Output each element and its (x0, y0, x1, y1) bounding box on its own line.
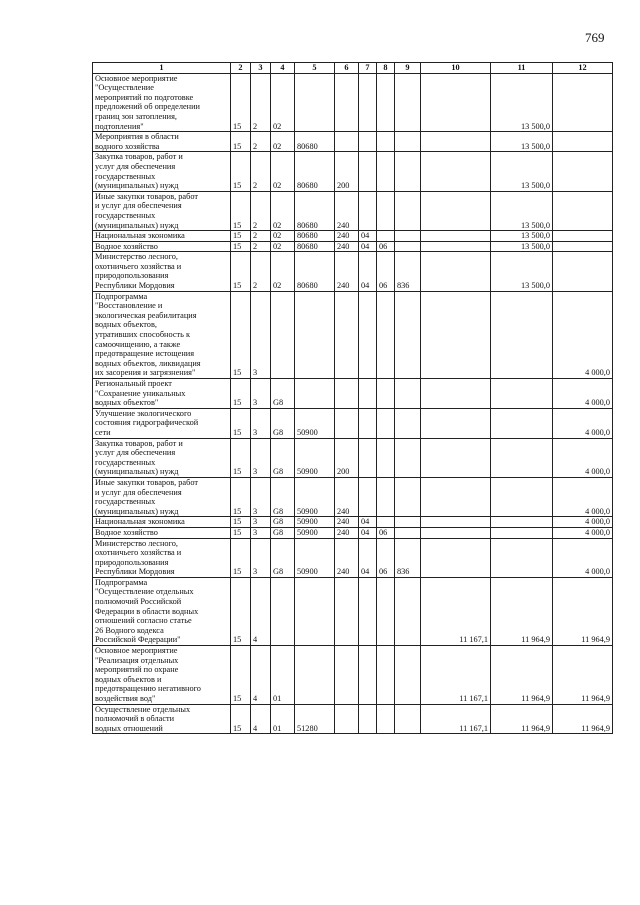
column-header: 1 (93, 63, 231, 74)
code-cell (359, 577, 377, 645)
column-header: 8 (377, 63, 395, 74)
code-cell: 2 (251, 191, 271, 230)
amount-cell: 11 964,9 (553, 577, 613, 645)
amount-cell (491, 517, 553, 528)
code-cell: 01 (271, 704, 295, 734)
row-name-cell: Подпрограмма "Осуществление отдельных полномочий Российской Федерации в области водных отношений согласно статье 26 Водного кодекса Российской Федерации" (93, 577, 231, 645)
amount-cell (553, 231, 613, 242)
code-cell: 4 (251, 646, 271, 705)
amount-cell: 11 167,1 (421, 704, 491, 734)
amount-cell: 13 500,0 (491, 152, 553, 191)
code-cell: 240 (335, 527, 359, 538)
row-name-cell: Иные закупки товаров, работ и услуг для обеспечения государственных (муниципальных) нужд (93, 191, 231, 230)
header-row (93, 63, 613, 74)
amount-cell (491, 538, 553, 577)
amount-cell: 4 000,0 (553, 291, 613, 378)
code-cell: 4 (251, 704, 271, 734)
code-cell: 2 (251, 252, 271, 291)
amount-cell (421, 152, 491, 191)
table-row (93, 132, 613, 152)
code-cell: 15 (231, 438, 251, 477)
code-cell: 3 (251, 438, 271, 477)
code-cell: G8 (271, 477, 295, 516)
code-cell (295, 379, 335, 409)
code-cell: 15 (231, 379, 251, 409)
table-row (93, 704, 613, 734)
amount-cell (421, 408, 491, 438)
code-cell: 04 (359, 231, 377, 242)
code-cell: 15 (231, 517, 251, 528)
amount-cell: 4 000,0 (553, 477, 613, 516)
amount-cell (553, 73, 613, 132)
code-cell (395, 438, 421, 477)
code-cell (271, 291, 295, 378)
code-cell (395, 527, 421, 538)
column-header: 10 (421, 63, 491, 74)
code-cell (335, 646, 359, 705)
amount-cell (421, 538, 491, 577)
amount-cell (491, 291, 553, 378)
amount-cell (491, 527, 553, 538)
amount-cell (421, 73, 491, 132)
amount-cell (421, 477, 491, 516)
amount-cell (421, 527, 491, 538)
code-cell: 04 (359, 252, 377, 291)
code-cell (271, 577, 295, 645)
row-name-cell: Национальная экономика (93, 231, 231, 242)
code-cell (335, 704, 359, 734)
code-cell (295, 73, 335, 132)
code-cell: G8 (271, 408, 295, 438)
table-row (93, 191, 613, 230)
code-cell: 4 (251, 577, 271, 645)
amount-cell: 13 500,0 (491, 191, 553, 230)
code-cell (359, 152, 377, 191)
amount-cell (421, 252, 491, 291)
amount-cell (421, 517, 491, 528)
amount-cell: 13 500,0 (491, 241, 553, 252)
code-cell: 50900 (295, 477, 335, 516)
code-cell: 15 (231, 477, 251, 516)
code-cell: 50900 (295, 517, 335, 528)
code-cell: 80680 (295, 241, 335, 252)
row-name-cell: Закупка товаров, работ и услуг для обеспечения государственных (муниципальных) нужд (93, 438, 231, 477)
code-cell: 50900 (295, 527, 335, 538)
code-cell (377, 646, 395, 705)
code-cell: 240 (335, 477, 359, 516)
code-cell: 06 (377, 538, 395, 577)
column-header: 2 (231, 63, 251, 74)
code-cell (377, 517, 395, 528)
column-header: 4 (271, 63, 295, 74)
row-name-cell: Региональный проект "Сохранение уникальных водных объектов" (93, 379, 231, 409)
code-cell (377, 379, 395, 409)
code-cell: 15 (231, 73, 251, 132)
code-cell (395, 241, 421, 252)
code-cell: 80680 (295, 252, 335, 291)
code-cell (359, 73, 377, 132)
code-cell (377, 132, 395, 152)
code-cell: 2 (251, 152, 271, 191)
code-cell: 06 (377, 241, 395, 252)
code-cell: 15 (231, 527, 251, 538)
code-cell: 02 (271, 241, 295, 252)
code-cell: 3 (251, 477, 271, 516)
code-cell: 2 (251, 241, 271, 252)
amount-cell (421, 132, 491, 152)
column-header: 5 (295, 63, 335, 74)
code-cell: 2 (251, 132, 271, 152)
table-row (93, 527, 613, 538)
column-header: 12 (553, 63, 613, 74)
row-name-cell: Закупка товаров, работ и услуг для обеспечения государственных (муниципальных) нужд (93, 152, 231, 191)
amount-cell (421, 241, 491, 252)
code-cell: G8 (271, 379, 295, 409)
table-row (93, 438, 613, 477)
amount-cell (491, 438, 553, 477)
code-cell (295, 291, 335, 378)
code-cell: 06 (377, 527, 395, 538)
amount-cell (553, 252, 613, 291)
table-row (93, 73, 613, 132)
row-name-cell: Мероприятия в области водного хозяйства (93, 132, 231, 152)
amount-cell (491, 477, 553, 516)
code-cell (377, 438, 395, 477)
code-cell (395, 704, 421, 734)
amount-cell: 4 000,0 (553, 379, 613, 409)
code-cell (395, 231, 421, 242)
code-cell (335, 408, 359, 438)
code-cell: G8 (271, 438, 295, 477)
code-cell: 04 (359, 241, 377, 252)
row-name-cell: Министерство лесного, охотничьего хозяйства и природопользования Республики Мордовия (93, 252, 231, 291)
code-cell (395, 577, 421, 645)
code-cell: 80680 (295, 152, 335, 191)
amount-cell (421, 291, 491, 378)
code-cell: 15 (231, 408, 251, 438)
code-cell: 50900 (295, 538, 335, 577)
code-cell: 15 (231, 191, 251, 230)
code-cell: 240 (335, 538, 359, 577)
amount-cell: 13 500,0 (491, 231, 553, 242)
column-header: 11 (491, 63, 553, 74)
amount-cell: 11 964,9 (491, 704, 553, 734)
table-row (93, 408, 613, 438)
code-cell: 200 (335, 152, 359, 191)
column-header: 3 (251, 63, 271, 74)
code-cell (395, 646, 421, 705)
amount-cell: 13 500,0 (491, 252, 553, 291)
code-cell (377, 152, 395, 191)
table-row (93, 231, 613, 242)
code-cell: 01 (271, 646, 295, 705)
row-name-cell: Основное мероприятие "Осуществление мероприятий по подготовке предложений об определении границ зон затопления, подтопления" (93, 73, 231, 132)
code-cell (377, 704, 395, 734)
table-row (93, 538, 613, 577)
budget-table (92, 62, 613, 734)
column-header: 7 (359, 63, 377, 74)
code-cell: 80680 (295, 191, 335, 230)
code-cell: 15 (231, 538, 251, 577)
code-cell (359, 379, 377, 409)
code-cell (295, 577, 335, 645)
amount-cell (491, 379, 553, 409)
code-cell (359, 291, 377, 378)
amount-cell: 4 000,0 (553, 438, 613, 477)
code-cell: 15 (231, 252, 251, 291)
code-cell: 836 (395, 538, 421, 577)
table-row (93, 379, 613, 409)
row-name-cell: Улучшение экологического состояния гидрографической сети (93, 408, 231, 438)
code-cell: 240 (335, 517, 359, 528)
code-cell (335, 73, 359, 132)
code-cell: 51280 (295, 704, 335, 734)
code-cell: 15 (231, 704, 251, 734)
amount-cell: 4 000,0 (553, 517, 613, 528)
code-cell: 80680 (295, 132, 335, 152)
row-name-cell: Основное мероприятие "Реализация отдельных мероприятий по охране водных объектов и предотвращению негативного воздействия вод" (93, 646, 231, 705)
code-cell (359, 408, 377, 438)
row-name-cell: Национальная экономика (93, 517, 231, 528)
code-cell: 06 (377, 252, 395, 291)
amount-cell: 11 964,9 (553, 704, 613, 734)
code-cell (395, 191, 421, 230)
code-cell: 3 (251, 291, 271, 378)
row-name-cell: Водное хозяйство (93, 527, 231, 538)
table-row (93, 646, 613, 705)
code-cell: G8 (271, 538, 295, 577)
code-cell (377, 231, 395, 242)
amount-cell: 4 000,0 (553, 408, 613, 438)
amount-cell: 11 964,9 (491, 577, 553, 645)
code-cell (377, 408, 395, 438)
code-cell: 02 (271, 191, 295, 230)
page-number: 769 (585, 30, 605, 45)
code-cell: 240 (335, 252, 359, 291)
row-name-cell: Иные закупки товаров, работ и услуг для обеспечения государственных (муниципальных) нужд (93, 477, 231, 516)
code-cell (395, 379, 421, 409)
code-cell: 50900 (295, 408, 335, 438)
code-cell (359, 132, 377, 152)
code-cell: 50900 (295, 438, 335, 477)
code-cell (335, 291, 359, 378)
code-cell (335, 132, 359, 152)
code-cell (335, 379, 359, 409)
code-cell: 200 (335, 438, 359, 477)
code-cell (359, 191, 377, 230)
code-cell (359, 438, 377, 477)
code-cell (395, 132, 421, 152)
amount-cell (553, 132, 613, 152)
amount-cell: 13 500,0 (491, 73, 553, 132)
code-cell (395, 517, 421, 528)
amount-cell: 11 167,1 (421, 646, 491, 705)
code-cell: 3 (251, 379, 271, 409)
code-cell (395, 152, 421, 191)
table-row (93, 517, 613, 528)
code-cell (359, 477, 377, 516)
code-cell (335, 577, 359, 645)
amount-cell (553, 241, 613, 252)
amount-cell (421, 231, 491, 242)
code-cell (359, 704, 377, 734)
row-name-cell: Министерство лесного, охотничьего хозяйства и природопользования Республики Мордовия (93, 538, 231, 577)
code-cell: 80680 (295, 231, 335, 242)
code-cell (377, 477, 395, 516)
code-cell (359, 646, 377, 705)
amount-cell (421, 438, 491, 477)
code-cell (395, 477, 421, 516)
code-cell (377, 291, 395, 378)
code-cell: 3 (251, 408, 271, 438)
table-row (93, 291, 613, 378)
code-cell: 02 (271, 152, 295, 191)
amount-cell (421, 379, 491, 409)
code-cell: 15 (231, 577, 251, 645)
code-cell: 2 (251, 231, 271, 242)
code-cell: 2 (251, 73, 271, 132)
amount-cell (553, 191, 613, 230)
amount-cell: 11 964,9 (553, 646, 613, 705)
code-cell (295, 646, 335, 705)
code-cell: 15 (231, 241, 251, 252)
code-cell (395, 73, 421, 132)
amount-cell: 13 500,0 (491, 132, 553, 152)
amount-cell (421, 191, 491, 230)
code-cell: 836 (395, 252, 421, 291)
code-cell: 240 (335, 231, 359, 242)
column-header: 6 (335, 63, 359, 74)
table-body (93, 73, 613, 734)
code-cell (377, 191, 395, 230)
table-row (93, 152, 613, 191)
code-cell: 04 (359, 517, 377, 528)
code-cell (377, 73, 395, 132)
code-cell: 3 (251, 527, 271, 538)
code-cell (377, 577, 395, 645)
code-cell: 15 (231, 152, 251, 191)
code-cell: 240 (335, 191, 359, 230)
amount-cell (491, 408, 553, 438)
table-row (93, 477, 613, 516)
row-name-cell: Водное хозяйство (93, 241, 231, 252)
code-cell (395, 408, 421, 438)
code-cell: 15 (231, 132, 251, 152)
code-cell: 04 (359, 527, 377, 538)
column-header: 9 (395, 63, 421, 74)
table-row (93, 577, 613, 645)
amount-cell (553, 152, 613, 191)
code-cell: 3 (251, 517, 271, 528)
amount-cell: 11 964,9 (491, 646, 553, 705)
code-cell: 15 (231, 646, 251, 705)
code-cell: 04 (359, 538, 377, 577)
code-cell: 02 (271, 252, 295, 291)
code-cell: 15 (231, 291, 251, 378)
code-cell: 3 (251, 538, 271, 577)
code-cell: G8 (271, 517, 295, 528)
amount-cell: 4 000,0 (553, 538, 613, 577)
table-row (93, 252, 613, 291)
row-name-cell: Осуществление отдельных полномочий в области водных отношений (93, 704, 231, 734)
code-cell: 02 (271, 132, 295, 152)
code-cell: 240 (335, 241, 359, 252)
code-cell: 15 (231, 231, 251, 242)
code-cell: 02 (271, 231, 295, 242)
code-cell (395, 291, 421, 378)
amount-cell: 4 000,0 (553, 527, 613, 538)
table-row (93, 241, 613, 252)
code-cell: G8 (271, 527, 295, 538)
code-cell: 02 (271, 73, 295, 132)
amount-cell: 11 167,1 (421, 577, 491, 645)
row-name-cell: Подпрограмма "Восстановление и экологическая реабилитация водных объектов, утративших способность к самоочищению, а также предотвращение истощения водных объектов, ликвидация их засорения и загрязнения" (93, 291, 231, 378)
